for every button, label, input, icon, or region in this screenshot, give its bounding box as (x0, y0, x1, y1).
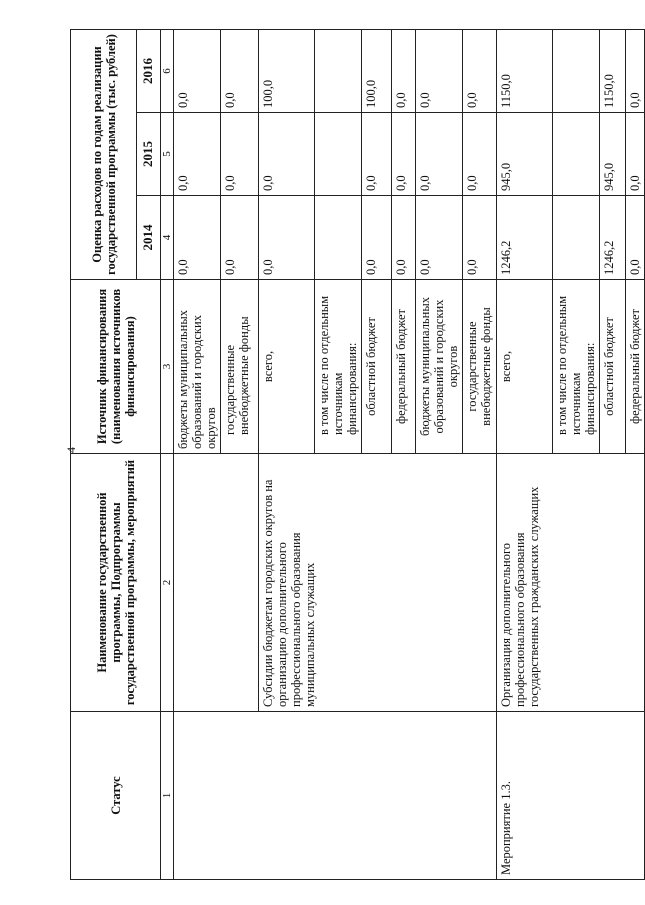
value-2014: 0,0 (174, 196, 221, 280)
column-index: 5 (161, 113, 174, 196)
value-2016: 0,0 (416, 29, 463, 112)
header-name: Наименование государственной программы, Подпрограммы государственной программы, мероприятий (71, 454, 161, 712)
value-2016: 100,0 (362, 29, 392, 112)
value-2016: 0,0 (174, 29, 221, 112)
name-cell (174, 454, 259, 712)
source-cell: бюджеты муниципальных образований и городских округов (416, 280, 463, 454)
value-2014: 1246,2 (600, 196, 626, 280)
header-status: Статус (71, 712, 161, 880)
measure-status: Мероприятие 1.3. (497, 712, 645, 880)
budget-table-container (70, 30, 643, 880)
header-year-2015: 2015 (137, 113, 161, 196)
header-year-2014: 2014 (137, 196, 161, 280)
value-2016: 0,0 (392, 29, 416, 112)
source-cell: федеральный бюджет (626, 280, 645, 454)
value-2015: 945,0 (497, 113, 553, 196)
value-2014: 0,0 (362, 196, 392, 280)
value-2016: 100,0 (259, 29, 315, 112)
source-cell: всего, (259, 280, 315, 454)
column-index: 3 (161, 280, 174, 454)
source-cell: государственные внебюджетные фонды (221, 280, 259, 454)
column-index: 6 (161, 29, 174, 112)
value-2016 (315, 29, 362, 112)
value-2016: 0,0 (221, 29, 259, 112)
column-index: 1 (161, 712, 174, 880)
value-2015: 0,0 (392, 113, 416, 196)
value-2014: 0,0 (416, 196, 463, 280)
source-cell: в том числе по отдельным источникам финансирования: (553, 280, 600, 454)
value-2015: 0,0 (362, 113, 392, 196)
column-index: 2 (161, 454, 174, 712)
source-cell: государственные внебюджетные фонды (463, 280, 497, 454)
value-2014: 0,0 (259, 196, 315, 280)
value-2014: 0,0 (626, 196, 645, 280)
value-2014: 0,0 (221, 196, 259, 280)
measure-name: Субсидии бюджетам городских округов на организацию дополнительного профессионального образования муниципальных служащих (259, 454, 497, 712)
table-row (174, 29, 221, 879)
value-2015: 0,0 (174, 113, 221, 196)
value-2015: 945,0 (600, 113, 626, 196)
value-2016: 1150,0 (497, 29, 553, 112)
value-2016: 1150,0 (600, 29, 626, 112)
value-2015 (315, 113, 362, 196)
header-source: Источник финансирования (наименования источников финансирования) (71, 280, 161, 454)
value-2016: 0,0 (626, 29, 645, 112)
column-index: 4 (161, 196, 174, 280)
status-cell (174, 712, 497, 880)
value-2014 (315, 196, 362, 280)
value-2014: 0,0 (392, 196, 416, 280)
source-cell: в том числе по отдельным источникам финансирования: (315, 280, 362, 454)
source-cell: областной бюджет (600, 280, 626, 454)
value-2015: 0,0 (463, 113, 497, 196)
value-2016 (553, 29, 600, 112)
measure-name: Организация дополнительного профессионального образования государственных гражданских служащих (497, 454, 645, 712)
value-2015: 0,0 (259, 113, 315, 196)
source-cell: федеральный бюджет (392, 280, 416, 454)
source-cell: всего, (497, 280, 553, 454)
value-2015: 0,0 (626, 113, 645, 196)
value-2015: 0,0 (416, 113, 463, 196)
value-2014 (553, 196, 600, 280)
source-cell: бюджеты муниципальных образований и городских округов (174, 280, 221, 454)
value-2015 (553, 113, 600, 196)
header-year-2016: 2016 (137, 29, 161, 112)
value-2014: 0,0 (463, 196, 497, 280)
page-number: 4 (64, 447, 78, 453)
budget-table (70, 29, 645, 880)
table-row (497, 29, 553, 879)
value-2014: 1246,2 (497, 196, 553, 280)
value-2015: 0,0 (221, 113, 259, 196)
source-cell: областной бюджет (362, 280, 392, 454)
header-estimate: Оценка расходов по годам реализации государственной программы (тыс. рублей) (71, 29, 137, 279)
value-2016: 0,0 (463, 29, 497, 112)
